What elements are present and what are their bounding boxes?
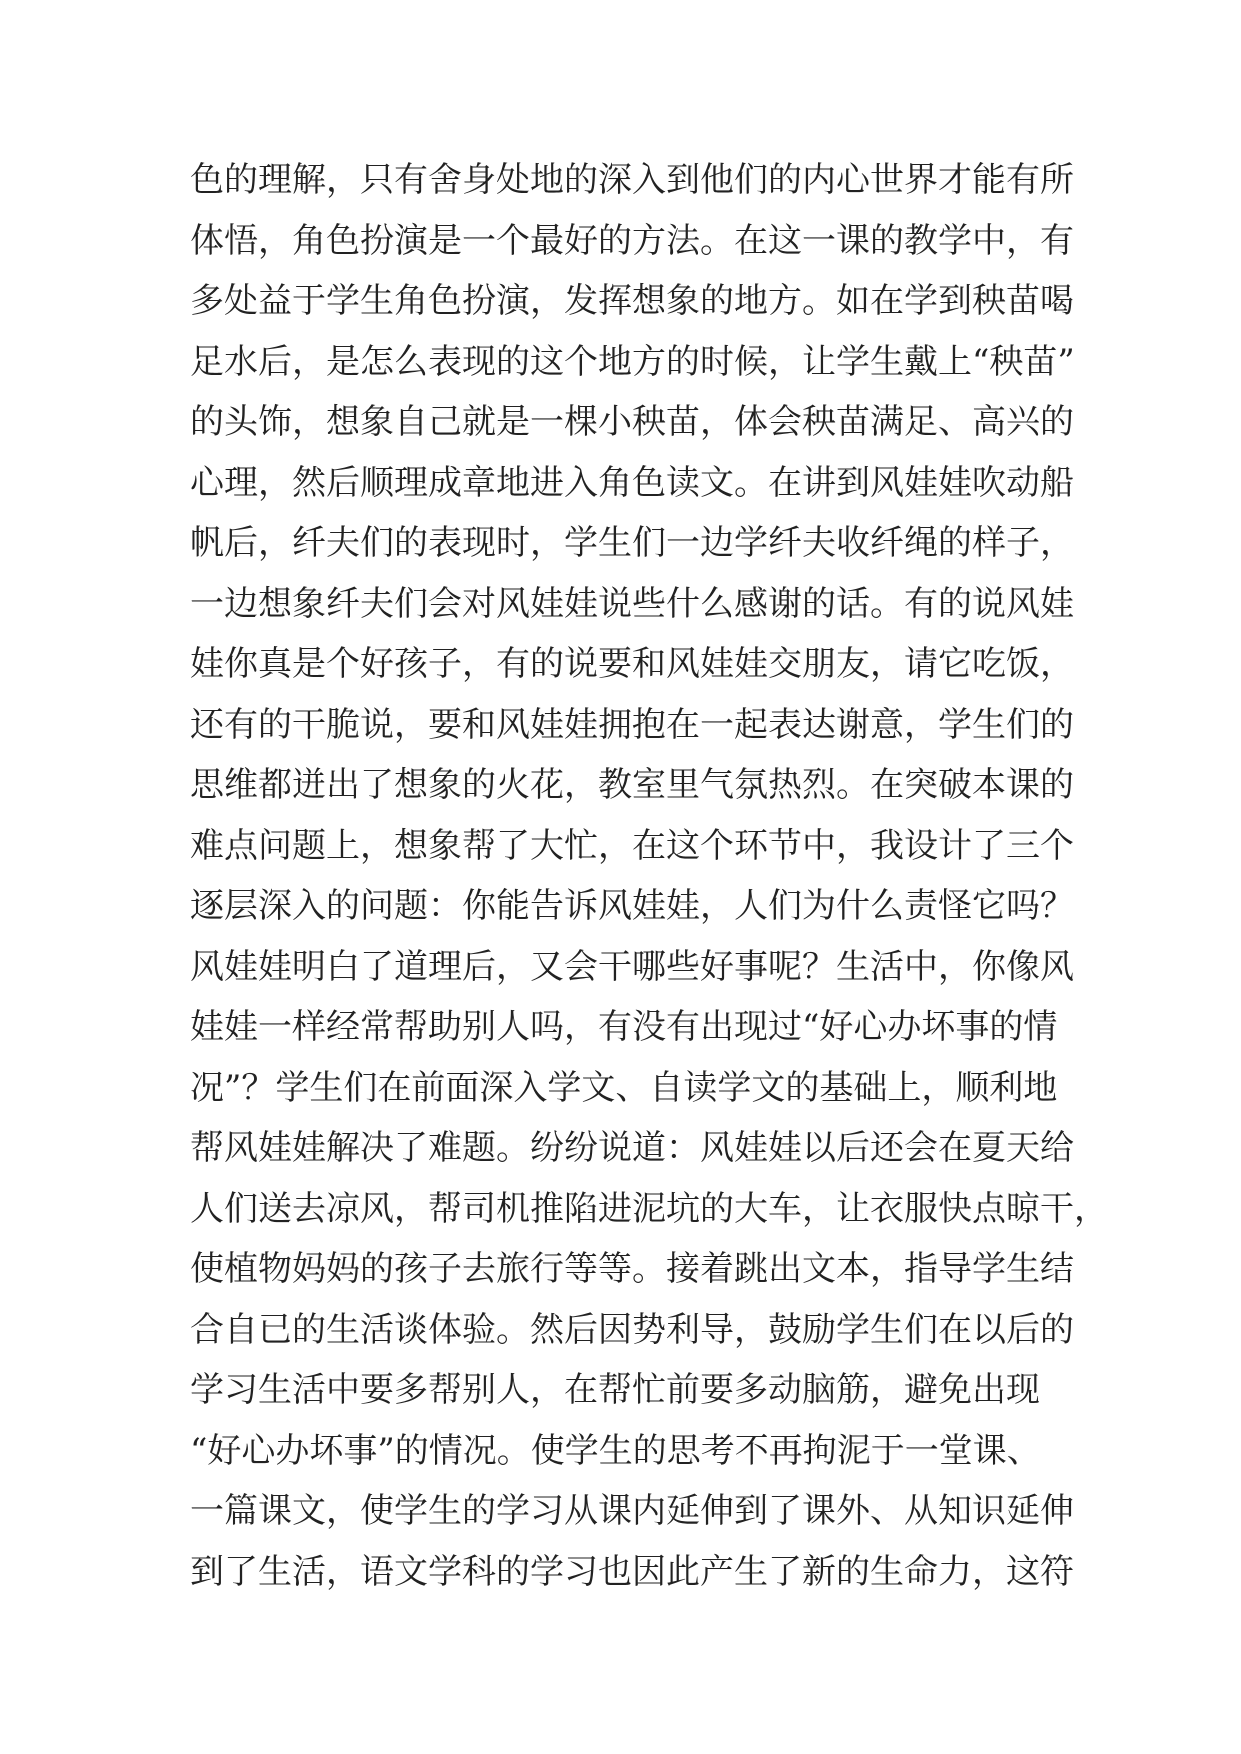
text-line: 到了生活，语文学科的学习也因此产生了新的生命力，这符	[190, 1551, 1074, 1592]
text-line: 思维都迸出了想象的火花，教室里气氛热烈。在突破本课的	[190, 765, 1074, 805]
text-line: 体悟，角色扮演是一个最好的方法。在这一课的教学中，有	[190, 220, 1074, 261]
text-line: 一边想象纤夫们会对风娃娃说些什么感谢的话。有的说风娃	[190, 583, 1074, 624]
text-line: 的头饰，想象自己就是一棵小秧苗，体会秧苗满足、高兴的	[190, 402, 1074, 442]
text-line: 难点问题上，想象帮了大忙，在这个环节中，我设计了三个	[190, 825, 1074, 866]
text-line: 合自已的生活谈体验。然后因势利导，鼓励学生们在以后的	[190, 1309, 1074, 1350]
text-line: 帆后，纤夫们的表现时，学生们一边学纤夫收纤绳的样子，	[190, 523, 1074, 563]
text-line: 色的理解，只有舍身处地的深入到他们的内心世界才能有所	[190, 160, 1074, 200]
text-line: “好心办坏事”的情况。使学生的思考不再拘泥于一堂课、	[190, 1430, 1041, 1471]
text-line: 娃娃一样经常帮助别人吗，有没有出现过“好心办坏事的情	[190, 1007, 1058, 1047]
text-line: 娃你真是个好孩子，有的说要和风娃娃交朋友，请它吃饭，	[190, 644, 1074, 684]
text-line: 风娃娃明白了道理后，又会干哪些好事呢？生活中，你像风	[190, 946, 1074, 987]
text-line: 还有的干脆说，要和风娃娃拥抱在一起表达谢意，学生们的	[190, 704, 1074, 745]
text-line: 心理，然后顺理成章地进入角色读文。在讲到风娃娃吹动船	[190, 462, 1074, 503]
text-line: 足水后，是怎么表现的这个地方的时候，让学生戴上“秧苗”	[190, 341, 1075, 382]
text-line: 一篇课文，使学生的学习从课内延伸到了课外、从知识延伸	[190, 1491, 1074, 1531]
text-line: 多处益于学生角色扮演，发挥想象的地方。如在学到秧苗喝	[190, 281, 1074, 321]
body-text	[190, 150, 1108, 1602]
text-line: 况”？学生们在前面深入学文、自读学文的基础上，顺利地	[190, 1067, 1058, 1108]
text-line: 人们送去凉风，帮司机推陷进泥坑的大车，让衣服快点晾干，	[190, 1188, 1108, 1229]
text-line: 学习生活中要多帮别人，在帮忙前要多动脑筋，避免出现	[190, 1370, 1040, 1410]
text-line: 使植物妈妈的孩子去旅行等等。接着跳出文本，指导学生结	[190, 1249, 1074, 1289]
text-line: 帮风娃娃解决了难题。纷纷说道：风娃娃以后还会在夏天给	[190, 1128, 1074, 1168]
text-line: 逐层深入的问题：你能告诉风娃娃，人们为什么责怪它吗？	[190, 886, 1074, 926]
